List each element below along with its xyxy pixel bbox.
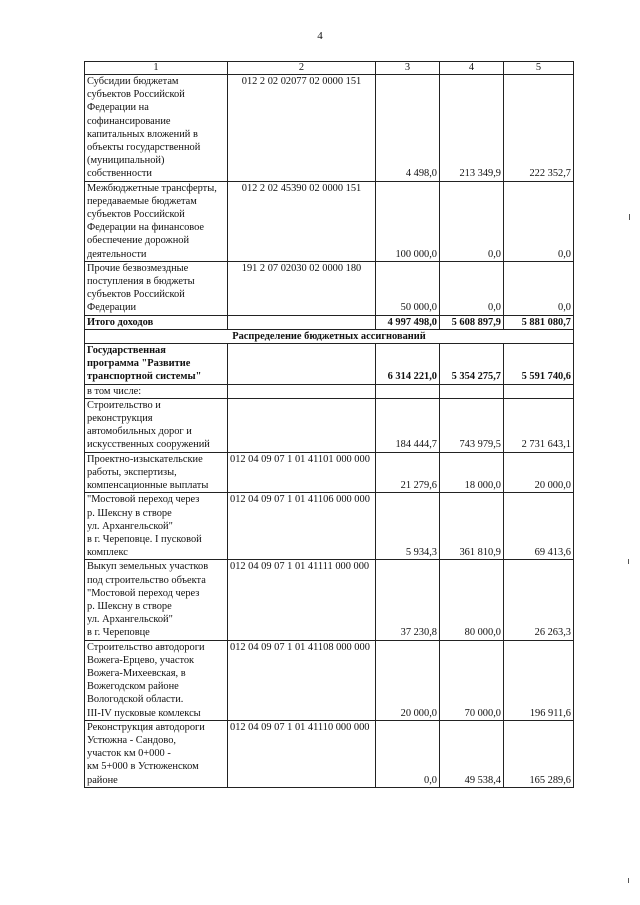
budget-code: 012 2 02 45390 02 0000 151: [228, 181, 376, 261]
scan-mark: [628, 559, 629, 564]
amount-v5: 26 263,3: [504, 560, 574, 640]
amount-v5: 196 911,6: [504, 640, 574, 720]
table-row: [85, 560, 574, 640]
column-number: 5: [504, 62, 574, 75]
amount-v5: [504, 384, 574, 398]
amount-v3: 184 444,7: [376, 398, 440, 452]
row-name: Итого доходов: [85, 315, 228, 329]
amount-v3: [376, 384, 440, 398]
budget-code: 191 2 07 02030 02 0000 180: [228, 261, 376, 315]
amount-v5: 5 881 080,7: [504, 315, 574, 329]
row-name: Реконструкция автодороги Устюжна - Сандово, участок км 0+000 - км 5+000 в Устюженском районе: [85, 720, 228, 787]
amount-v3: 0,0: [376, 720, 440, 787]
amount-v4: 70 000,0: [440, 640, 504, 720]
row-name: Строительство автодороги Вожега-Ерцево, участок Вожега-Михеевская, в Вожегодском районе Вологодской области. III-IV пусковые комлексы: [85, 640, 228, 720]
amount-v4: 743 979,5: [440, 398, 504, 452]
row-name: в том числе:: [85, 384, 228, 398]
row-name: "Мостовой переход через р. Шексну в створе ул. Архангельской" в г. Череповце. I пусковой комплекс: [85, 493, 228, 560]
column-number: 2: [228, 62, 376, 75]
table-row: [85, 452, 574, 493]
amount-v4: 18 000,0: [440, 452, 504, 493]
row-name: Выкуп земельных участков под строительство объекта "Мостовой переход через р. Шексну в створе ул. Архангельской" в г. Череповце: [85, 560, 228, 640]
amount-v5: 0,0: [504, 181, 574, 261]
column-number: 4: [440, 62, 504, 75]
budget-table: [84, 61, 574, 788]
amount-v4: 80 000,0: [440, 560, 504, 640]
column-number-row: [85, 62, 574, 75]
amount-v4: 49 538,4: [440, 720, 504, 787]
budget-code: 012 04 09 07 1 01 41111 000 000: [228, 560, 376, 640]
amount-v5: 165 289,6: [504, 720, 574, 787]
amount-v3: 4 997 498,0: [376, 315, 440, 329]
budget-code: [228, 398, 376, 452]
table-row: [85, 640, 574, 720]
amount-v4: 0,0: [440, 261, 504, 315]
amount-v5: 69 413,6: [504, 493, 574, 560]
amount-v3: 6 314 221,0: [376, 344, 440, 385]
budget-code: [228, 384, 376, 398]
total-row: [85, 315, 574, 329]
table-row: [85, 493, 574, 560]
table-row: [85, 181, 574, 261]
table-row: [85, 384, 574, 398]
row-name: Межбюджетные трансферты, передаваемые бюджетам субъектов Российской Федерации на финансовое обеспечение дорожной деятельности: [85, 181, 228, 261]
budget-code: [228, 344, 376, 385]
amount-v5: 222 352,7: [504, 75, 574, 182]
section-header-row: [85, 329, 574, 343]
amount-v3: 50 000,0: [376, 261, 440, 315]
row-name: Государственная программа "Развитие транспортной системы": [85, 344, 228, 385]
amount-v4: 213 349,9: [440, 75, 504, 182]
table-row: [85, 398, 574, 452]
row-name: Прочие безвозмездные поступления в бюджеты субъектов Российской Федерации: [85, 261, 228, 315]
column-number: 1: [85, 62, 228, 75]
amount-v3: 37 230,8: [376, 560, 440, 640]
amount-v3: 21 279,6: [376, 452, 440, 493]
amount-v3: 100 000,0: [376, 181, 440, 261]
section-title: Распределение бюджетных ассигнований: [85, 329, 574, 343]
amount-v3: 4 498,0: [376, 75, 440, 182]
budget-code: [228, 315, 376, 329]
page-number: 4: [317, 30, 323, 42]
budget-code: 012 2 02 02077 02 0000 151: [228, 75, 376, 182]
scan-mark: [629, 214, 630, 220]
amount-v4: 5 608 897,9: [440, 315, 504, 329]
table-row: [85, 720, 574, 787]
table-row: [85, 261, 574, 315]
amount-v5: 5 591 740,6: [504, 344, 574, 385]
column-number: 3: [376, 62, 440, 75]
budget-code: 012 04 09 07 1 01 41106 000 000: [228, 493, 376, 560]
amount-v3: 20 000,0: [376, 640, 440, 720]
amount-v5: 0,0: [504, 261, 574, 315]
amount-v4: 361 810,9: [440, 493, 504, 560]
amount-v5: 20 000,0: [504, 452, 574, 493]
amount-v4: 5 354 275,7: [440, 344, 504, 385]
table-row: [85, 75, 574, 182]
row-name: Субсидии бюджетам субъектов Российской Федерации на софинансирование капитальных вложений в объекты государственной (муниципальной) собственности: [85, 75, 228, 182]
amount-v3: 5 934,3: [376, 493, 440, 560]
row-name: Строительство и реконструкция автомобильных дорог и искусственных сооружений: [85, 398, 228, 452]
budget-code: 012 04 09 07 1 01 41101 000 000: [228, 452, 376, 493]
scan-mark: [628, 878, 629, 883]
budget-code: 012 04 09 07 1 01 41108 000 000: [228, 640, 376, 720]
budget-code: 012 04 09 07 1 01 41110 000 000: [228, 720, 376, 787]
amount-v4: [440, 384, 504, 398]
row-name: Проектно-изыскательские работы, экспертизы, компенсационные выплаты: [85, 452, 228, 493]
total-row: [85, 344, 574, 385]
amount-v4: 0,0: [440, 181, 504, 261]
amount-v5: 2 731 643,1: [504, 398, 574, 452]
